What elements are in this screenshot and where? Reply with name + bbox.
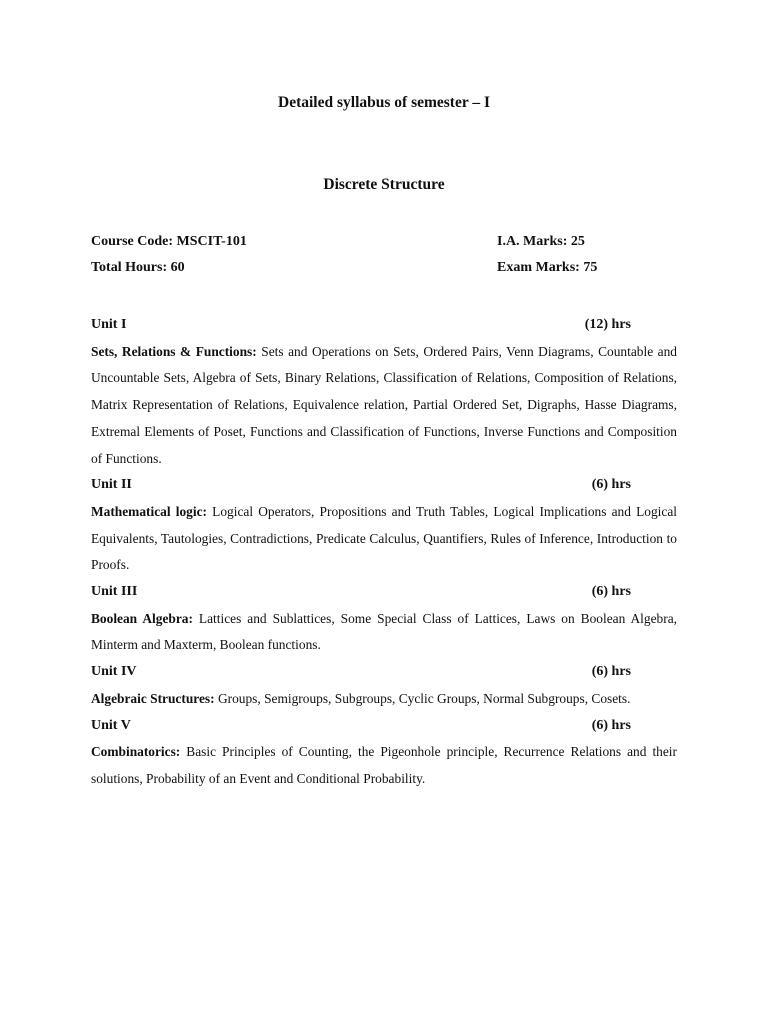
unit-content <box>91 739 677 792</box>
unit-header <box>91 312 677 339</box>
unit-topic: Boolean Algebra: <box>91 610 193 626</box>
unit-content <box>91 606 677 659</box>
ia-marks <box>497 234 585 250</box>
unit-section <box>91 713 677 793</box>
document-title: Detailed syllabus of semester – I <box>278 94 490 111</box>
unit-header <box>91 659 677 686</box>
unit-name: Unit V <box>91 717 131 733</box>
unit-header <box>91 472 677 499</box>
unit-topic: Mathematical logic: <box>91 503 207 519</box>
total-hours <box>91 260 185 276</box>
unit-description: Basic Principles of Counting, the Pigeonhole principle, Recurrence Relations and their solutions, Probability of an Event and Conditional Probability. <box>91 744 677 786</box>
unit-description: Logical Operators, Propositions and Truth Tables, Logical Implications and Logical Equivalents, Tautologies, Contradictions, Predicate Calculus, Quantifiers, Rules of Inference, Introduction to Proofs. <box>91 503 677 573</box>
unit-name: Unit I <box>91 317 127 332</box>
unit-section <box>91 472 677 579</box>
exam-marks-value: 75 <box>583 260 598 275</box>
course-code-value: MSCIT-101 <box>176 234 247 249</box>
unit-content <box>91 686 677 713</box>
unit-hours: (6) hrs <box>591 717 631 733</box>
unit-section <box>91 312 677 472</box>
course-name: Discrete Structure <box>323 176 445 193</box>
total-hours-label: Total Hours: <box>91 260 168 275</box>
unit-section <box>91 579 677 659</box>
course-code-label: Course Code: <box>91 234 174 249</box>
course-code <box>91 234 247 250</box>
total-hours-value: 60 <box>170 260 185 275</box>
unit-hours: (6) hrs <box>591 477 631 493</box>
unit-hours: (6) hrs <box>591 664 631 680</box>
unit-header <box>91 713 677 740</box>
units-list <box>91 312 677 793</box>
ia-marks-label: I.A. Marks: <box>497 234 568 249</box>
unit-content <box>91 339 677 473</box>
unit-name: Unit II <box>91 477 132 493</box>
exam-marks-label: Exam Marks: <box>497 260 580 275</box>
unit-name: Unit IV <box>91 664 137 680</box>
unit-description: Groups, Semigroups, Subgroups, Cyclic Groups, Normal Subgroups, Cosets. <box>217 690 631 706</box>
unit-section <box>91 659 677 712</box>
unit-topic: Sets, Relations & Functions: <box>91 343 257 359</box>
unit-content <box>91 499 677 579</box>
unit-topic: Combinatorics: <box>91 744 181 760</box>
unit-description: Lattices and Sublattices, Some Special Class of Lattices, Laws on Boolean Algebra, Minterm and Maxterm, Boolean functions. <box>91 610 677 653</box>
exam-marks <box>497 260 597 276</box>
unit-header <box>91 579 677 606</box>
unit-topic: Algebraic Structures: <box>91 690 215 706</box>
unit-hours: (6) hrs <box>591 584 631 600</box>
unit-name: Unit III <box>91 584 138 600</box>
unit-description: Sets and Operations on Sets, Ordered Pairs, Venn Diagrams, Countable and Uncountable Sets, Algebra of Sets, Binary Relations, Classification of Relations, Composition of Relations, Matrix Representation of Relations, Equivalence relation, Partial Ordered Set, Digraphs, Hasse Diagrams, Extremal Elements of Poset, Functions and Classification of Functions, Inverse Functions and Composition of Functions. <box>91 343 678 466</box>
ia-marks-value: 25 <box>570 234 585 249</box>
unit-hours: (12) hrs <box>584 317 631 332</box>
